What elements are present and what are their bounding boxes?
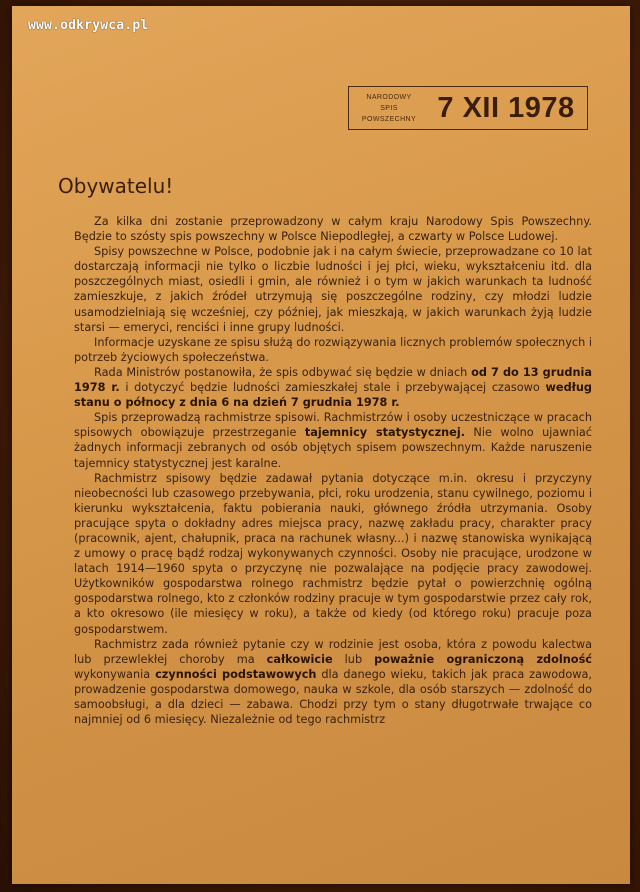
paragraph xyxy=(74,335,592,365)
census-date: 7 XII 1978 xyxy=(437,91,575,124)
census-label-line2: SPIS xyxy=(380,104,398,112)
bold-text: tajemnicy statystycznej. xyxy=(304,426,466,440)
paragraph-text: Za kilka dni zostanie przeprowadzony w całym kraju Narodowy Spis Powszechny. Będzie to szósty spis powszechny w Polsce Niepodległej, a czwarty w Polsce Ludowej. xyxy=(74,215,592,244)
paragraph xyxy=(74,637,592,728)
page-title: Obywatelu! xyxy=(58,174,174,198)
paragraph xyxy=(74,244,592,335)
paragraph-text: dla danego wieku, takich jak praca zawodowa, prowadzenie gospodarstwa domowego, nauka w szkole, dla osób starszych — zdolność do samoobsługi, a dla dzieci — zabawa. Chodzi przy tym o stany długotrwałe trwające co najmniej od 6 miesięcy. Niezależnie od tego rachmistrz xyxy=(74,667,592,727)
bold-text: całkowicie xyxy=(266,652,333,666)
paragraph-text: wykonywania xyxy=(74,667,156,681)
bold-text: od 7 do 13 grudnia 1978 r. xyxy=(74,365,592,395)
paragraph xyxy=(74,214,592,244)
paragraph xyxy=(74,365,592,410)
paragraph-text: Rada Ministrów postanowiła, że spis odbywać się będzie w dniach xyxy=(94,365,472,379)
census-label-line1: NARODOWY xyxy=(366,93,412,101)
paragraph-text: Informacje uzyskane ze spisu służą do rozwiązywania licznych problemów społecznych i potrzeb życiowych społeczeństwa. xyxy=(74,335,593,364)
paragraph-text: Rachmistrz zada również pytanie czy w rodzinie jest osoba, która z powodu kalectwa lub przewlekłej choroby ma xyxy=(74,637,592,666)
bold-text: czynności podstawowych xyxy=(155,667,317,681)
paragraph-text: Nie wolno ujawniać żadnych informacji zebranych od osób objętych spisem powszechnym. Każde naruszenie tajemnicy statystycznej jest karalne. xyxy=(74,426,592,470)
census-stamp-box xyxy=(348,86,588,130)
watermark-url: www.odkrywca.pl xyxy=(28,18,149,33)
paragraph xyxy=(74,410,592,470)
census-label xyxy=(349,92,425,125)
paragraph-text: i dotyczyć będzie ludności zamieszkałej stale i przebywającej czasowo xyxy=(119,381,546,395)
bold-text: poważnie ograniczoną zdolność xyxy=(374,652,592,666)
paragraph-text: Rachmistrz spisowy będzie zadawał pytania dotyczące m.in. okresu i przyczyny nieobecności lub czasowego przebywania, płci, roku urodzenia, stanu cywilnego, poziomu i kierunku wykształcenia, faktu pobierania nauki, głównego źródła utrzymania. Osoby pracujące spyta o dokładny adres miejsca pracy, nazwę zakładu pracy, charakter pracy (pracownik, ajent, chałupnik, praca na rachunek własny...) i nazwę stanowiska wynikającą z umowy o pracę bądź rodzaj wykonywanych czynności. Osoby nie pracujące, urodzone w latach 1914—1960 spyta o przyczynę nie pozwalające na podjęcie pracy zawodowej. Użytkowników gospodarstwa rolnego rachmistrz będzie pytał o powierzchnię ogólną gospodarstwa rolnego, kto z członków rodziny pracuje w tym gospodarstwie przez cały rok, a kto okresowo (ile miesięcy w roku), a także od kiedy (od którego roku) pracuje poza gospodarstwem. xyxy=(74,471,592,636)
paragraph-text: lub xyxy=(332,652,375,666)
paragraph xyxy=(74,471,592,637)
paragraph-text: Spisy powszechne w Polsce, podobnie jak i na całym świecie, przeprowadzane co 10 lat dostarczają informacji nie tylko o liczbie ludności i jej płci, wieku, wykształceniu itd. dla poszczególnych miast, osiedli i gmin, ale również i o tym w jakich warunkach ta ludność zamieszkuje, z jakich źródeł utrzymują się poszczególne rodziny, czy młodzi ludzie usamodzielniają się wcześniej, czy później, jak mieszkają, w jakich warunkach żyją ludzie starsi — emeryci, renciści i inne grupy ludności. xyxy=(74,245,592,334)
paragraph-text: Spis przeprowadzą rachmistrze spisowi. Rachmistrzów i osoby uczestniczące w pracach spisowych obowiązuje przestrzeganie xyxy=(74,411,592,440)
census-label-line3: POWSZECHNY xyxy=(361,115,417,123)
census-leaflet xyxy=(12,6,630,884)
leaflet-body xyxy=(74,214,592,727)
bold-text: według stanu o północy z dnia 6 na dzień 7 grudnia 1978 r. xyxy=(74,381,592,410)
